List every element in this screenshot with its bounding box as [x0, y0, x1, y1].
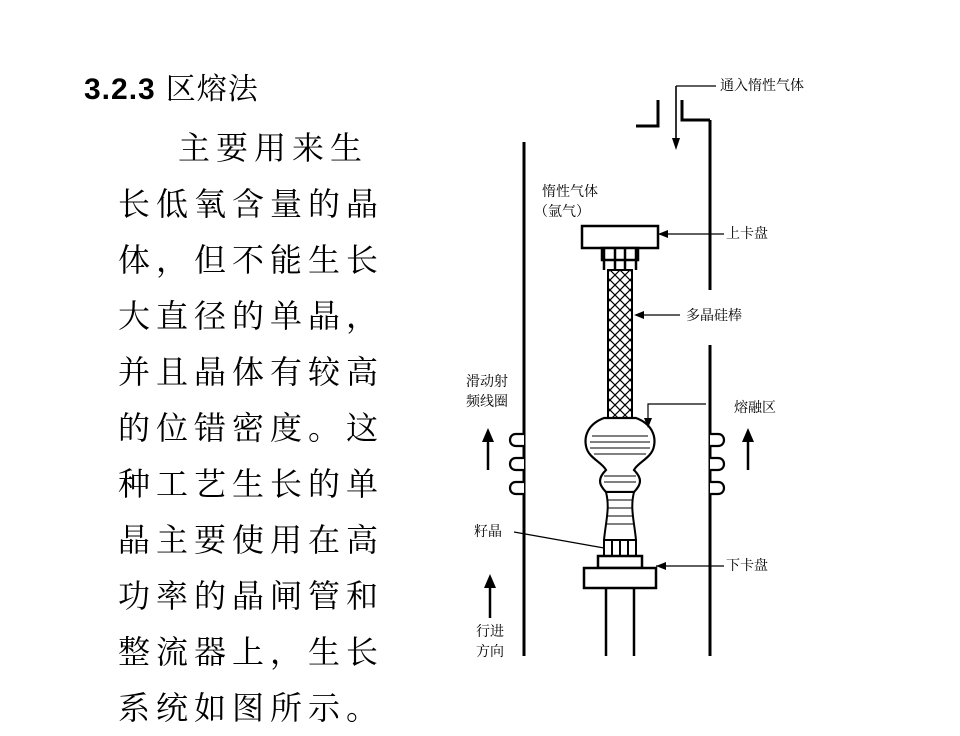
body-line: 长低氧含量的晶 [118, 185, 385, 223]
label-inert-gas-in: 通入惰性气体 [720, 78, 804, 94]
label-direction-line1: 行进 [476, 624, 504, 640]
arrow-up-icon [482, 428, 494, 470]
label-argon: （氩气） [534, 204, 590, 220]
poly-rod [608, 270, 632, 420]
label-poly-rod: 多晶硅棒 [686, 308, 742, 324]
body-line: 系统如图所示。 [118, 689, 385, 727]
label-melt-zone: 熔融区 [734, 400, 776, 416]
melt-zone-bulge [586, 418, 655, 492]
label-upper-chuck: 上卡盘 [726, 226, 768, 242]
label-lower-chuck: 下卡盘 [726, 558, 768, 574]
body-line: 功率的晶闸管和 [118, 577, 385, 615]
body-line: 并且晶体有较高 [118, 353, 385, 391]
arrow-up-icon [484, 574, 496, 618]
label-rf-coil-line1: 滑动射 [466, 374, 508, 390]
rf-coil-left [510, 434, 524, 494]
body-line: 整流器上，生长 [118, 633, 385, 671]
rf-coil-right [710, 434, 724, 494]
section-number: 3.2.3 [84, 73, 156, 106]
upper-chuck [582, 226, 658, 270]
melt-zone-pointer [644, 404, 706, 428]
seed-pointer [514, 532, 604, 548]
body-line: 体，但不能生长 [118, 241, 385, 279]
section-title: 区熔法 [165, 72, 259, 107]
gas-inlet-pipe [636, 100, 710, 126]
label-seed: 籽晶 [474, 524, 502, 540]
label-direction-line2: 方向 [476, 644, 504, 660]
label-rf-coil-line2: 频线圈 [466, 394, 508, 410]
lower-chuck [584, 556, 656, 656]
arrow-up-icon [742, 428, 754, 470]
body-line: 主要用来生 [178, 129, 369, 167]
body-line: 种工艺生长的单 [118, 465, 385, 503]
body-line: 晶主要使用在高 [118, 521, 385, 559]
body-line: 大直径的单晶， [118, 297, 385, 335]
body-line: 的位错密度。这 [118, 409, 385, 447]
label-inert-gas: 惰性气体 [542, 184, 598, 200]
